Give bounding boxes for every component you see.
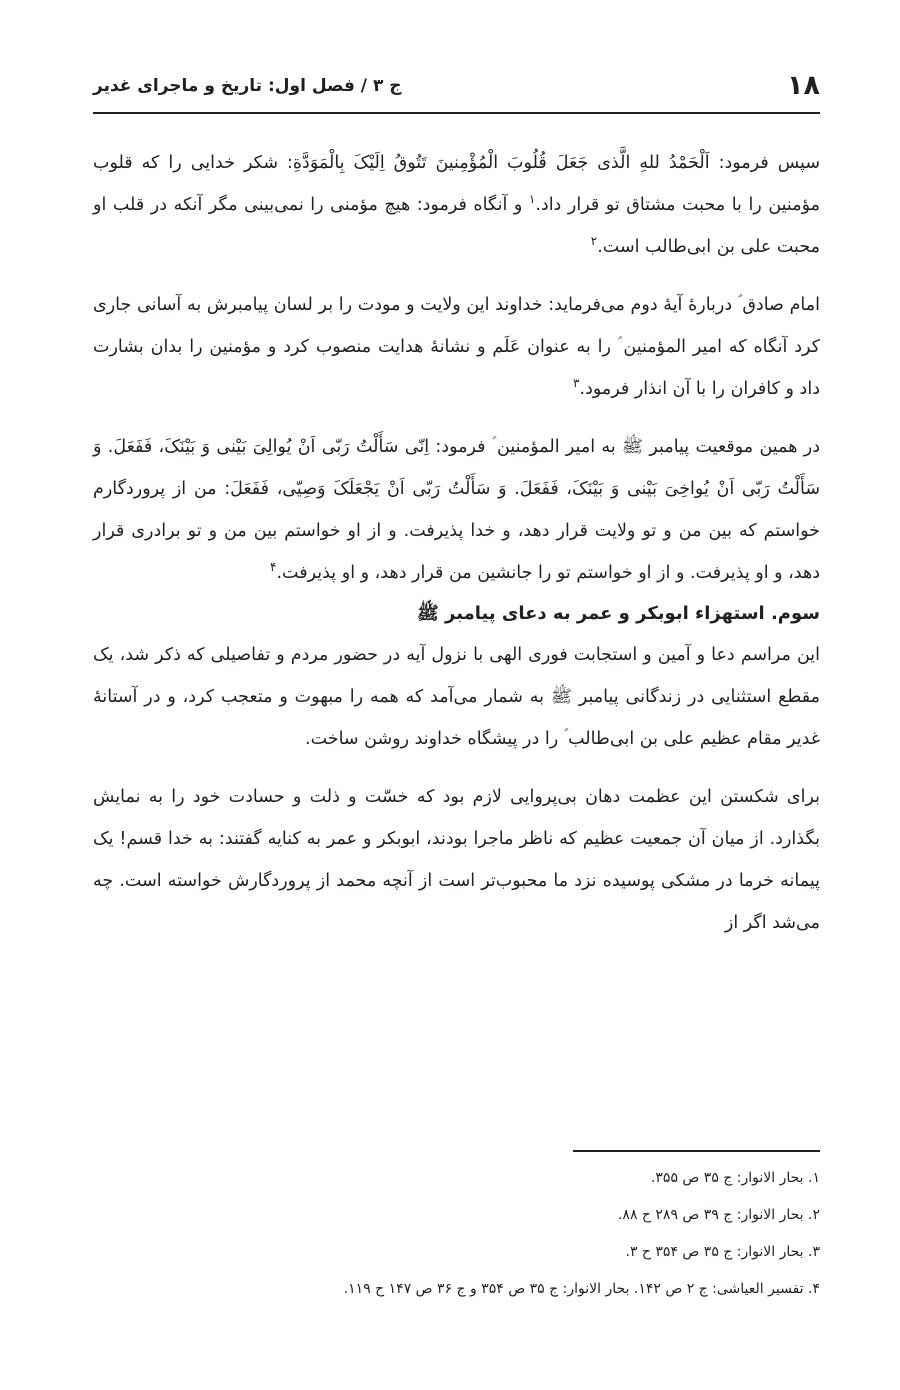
footnote-divider [573, 1150, 820, 1152]
footnotes [93, 1160, 820, 1308]
paragraph-text: امام صادق ؑ دربارهٔ آیهٔ دوم می‌فرماید: خداوند این ولایت و مودت را بر لسان پیامبرش به آسانی جاری کرد آنگاه که امیر المؤمنین ؑ را به عنوان عَلَم و نشانهٔ هدایت منصوب کرد و مؤمنین را بدان بشارت داد و کافران را با آن انذار فرمود. [93, 295, 820, 399]
paragraph-2 [93, 284, 820, 410]
paragraph-1 [93, 142, 820, 268]
page-header [93, 70, 820, 110]
footnote-3: ۳. بحار الانوار: ج ۳۵ ص ۳۵۴ ح ۳. [625, 1244, 820, 1260]
footnote-2: ۲. بحار الانوار: ج ۳۹ ص ۲۸۹ ح ۸۸. [617, 1207, 820, 1223]
footnote-ref[interactable]: ۳ [573, 376, 580, 391]
footnote-ref[interactable]: ۱ [528, 192, 536, 207]
running-title: ج ۳ / فصل اول: تاریخ و ماجرای غدیر [93, 76, 402, 96]
page-number: ۱۸ [787, 70, 820, 101]
paragraph-text: سپس فرمود: اَلْحَمْدُ للهِ الَّذی جَعَلَ قُلُوبَ الْمُؤْمِنینَ تَتُوقُ اِلَیْکَ بِالْمَوَدَّةِ: شکر خدایی را که قلوب مؤمنین را با محبت مشتاق تو قرار داد. [93, 153, 820, 215]
page-body [93, 142, 820, 944]
footnote-ref[interactable]: ۴ [270, 560, 277, 575]
paragraph-text: و آنگاه فرمود: هیچ مؤمنی را نمی‌بینی مگر آنکه در قلب او محبت علی بن ابی‌طالب است. [93, 195, 820, 257]
paragraph-5: برای شکستن این عظمت دهان بی‌پروایی لازم بود که خسّت و ذلت و حسادت خود را به نمایش بگذارد. از میان آن جمعیت عظیم که ناظر ماجرا بودند، ابوبکر و عمر به کنایه گفتند: به خدا قسم! یک پیمانه خرما در مشکی پوسیده نزد ما محبوب‌تر است از آنچه محمد از پروردگارش خواسته است. چه می‌شد اگر از [93, 787, 820, 933]
paragraph-3 [93, 426, 820, 594]
paragraph-text: در همین موقعیت پیامبر ﷺ به امیر المؤمنین ؑ فرمود: اِنّی سَأَلْتُ رَبّی اَنْ یُوالِیَ بَیْنی وَ بَیْنَکَ، فَفَعَلَ. وَ سَأَلْتُ رَبّی اَنْ یُواخِیَ بَیْنی وَ بَیْنَکَ، فَفَعَلَ. وَ سَأَلْتُ رَبّی اَنْ یَجْعَلَکَ وَصِیّی، فَفَعَلَ: من از پروردگارم خواستم که بین من و تو ولایت قرار دهد، و خدا پذیرفت. و از او خواستم بین من و تو برادری قرار دهد، و او پذیرفت. و از او خواستم تو را جانشین من قرار دهد، و او پذیرفت. [93, 437, 820, 583]
section-heading: سوم. استهزاء ابوبکر و عمر به دعای پیامبر ﷺ [417, 603, 820, 624]
footnote-4: ۴. تفسیر العیاشی: ج ۲ ص ۱۴۲. بحار الانوار: ج ۳۵ ص ۳۵۴ و ج ۳۶ ص ۱۴۷ ح ۱۱۹. [343, 1281, 820, 1297]
footnote-ref[interactable]: ۲ [590, 234, 598, 249]
header-divider [93, 112, 820, 114]
footnote-1: ۱. بحار الانوار: ج ۳۵ ص ۳۵۵. [650, 1170, 820, 1186]
paragraph-4: این مراسم دعا و آمین و استجابت فوری الهی با نزول آیه در حضور مردم و تفاصیلی که ذکر شد، یک مقطع استثنایی در زندگانی پیامبر ﷺ به شمار می‌آمد که همه را مبهوت و متعجب کرد، و در آستانهٔ غدیر مقام عظیم علی بن ابی‌طالب ؑ را در پیشگاه خداوند روشن ساخت. [93, 645, 820, 749]
